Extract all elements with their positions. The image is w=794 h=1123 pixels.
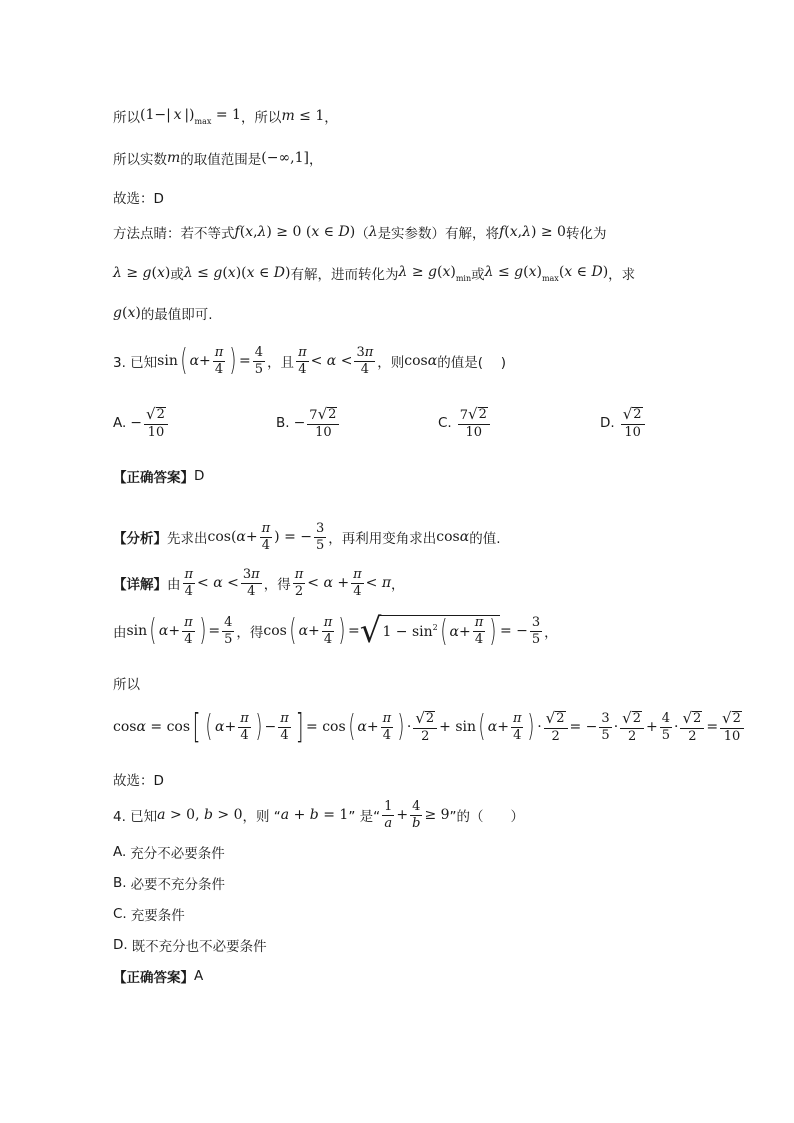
text: 所以 [113,677,140,693]
text: ，再利用变角求出 [328,531,437,548]
q4-option-b[interactable]: B. 必要不充分条件 [113,875,226,893]
formula: f(x,λ) ≥ 0 (x ∈ D) [234,224,356,240]
line-5 [113,263,635,283]
line-2 [113,148,322,168]
q3-answer [113,466,204,486]
text: ，得 [263,577,291,594]
line-4 [113,222,606,242]
text: 的值. [469,531,501,548]
text: 是实参数）有解，将 [377,226,500,242]
q3-detail-1: 【详解】 由 $\frac{\pi}{4}$ < α < $\frac{3\pi}{4}$ ，得 $\frac{\pi}{2}$ < α + $\frac{\pi}{4}$ < π ， [113,567,405,599]
question-3: 3. 已知 sin ( α + $\frac{\pi}{4}$ ) = $\frac{4}{5}$ ，且 $\frac{\pi}{4}$ < α < $\frac{3\pi}{4}$ ，则 cosα 的值是( ) [113,343,507,379]
formula: $\lambda \ge g(x)_{min}$ [398,263,472,283]
text: （ [355,226,369,242]
fraction: 7 √ 2 10 [458,407,490,439]
formula-max: (1−| x $|)_{max} = 1$ [140,106,241,126]
formula: g(x) [113,305,141,321]
text: 方法点睛：若不等式 [113,226,235,242]
q3-so [113,673,140,693]
q3-choose [113,769,164,789]
question-4: 4. 已知 a > 0, b > 0 ，则 “ a + b = 1 ” 是“ $\frac{1}{a}$ + $\frac{4}{b}$ ≥ 9 ”的（ ） [113,799,525,831]
text: ”的（ ） [449,809,525,826]
text: 的最值即可. [140,307,213,323]
formula: $\lambda \le g(x)_{max}(x$ ∈ D) [484,263,609,283]
formula: f(x,λ) ≥ 0 [499,224,566,240]
var-lambda: λ [368,224,378,240]
q4-option-a[interactable]: A. 充分不必要条件 [113,844,225,862]
answer-label: 【正确答案】 [113,970,194,986]
sqrt: √ $1 - \sin^2$ ( α + $\frac{\pi}{4}$ ) [360,614,500,648]
formula: λ ≥ g(x) [113,265,171,281]
answer-value: A [194,968,204,984]
q3-equation: cosα = cos [ ( α + $\frac{\pi}{4}$ ) − $\frac{\pi}{4}$ ] = cos ( α + $\frac{\pi}{4}$ ) · √ 2 2 + sin ( α + $\frac{\pi}{4}$ ) · √ 2 2 = − $\frac{3}{5}$ · √ 2 2 + $\frac{4}{5}$ · √ 2 2 = √ 2 10 [113,710,746,744]
fraction: $\frac{\pi}{4}$ [214,345,224,377]
text: ， [308,152,323,168]
text: 转化为 [565,226,607,242]
text: 或 [170,267,184,283]
option-c[interactable]: C. 7 √ 2 10 [438,407,492,439]
text: ，所以 [240,110,282,126]
text: 由 [167,577,181,594]
option-a[interactable]: A. − √ 2 10 [113,407,170,439]
q3-analysis: 【分析】 先求出 cos(α+ $\frac{\pi}{4}$ ) = − $\frac{3}{5}$ ，再利用变角求出 cosα 的值. [113,521,501,553]
text: 的值是( ) [437,355,507,372]
text: 故选：D [113,191,164,207]
text: 或 [471,267,485,283]
detail-label: 【详解】 [113,577,167,594]
q4-option-c[interactable]: C. 充要条件 [113,906,185,924]
line-3 [113,187,164,207]
option-d[interactable]: D. √ 2 10 [600,407,647,439]
q4-answer [113,966,203,986]
text: ，则 [377,355,405,372]
text: ，得 [236,625,264,641]
text: 3. 已知 [113,355,158,372]
text: ， [391,577,405,594]
text: 的取值范围是 [180,152,262,168]
fraction: 7 √ 2 10 [307,407,339,439]
text: 由 [113,625,127,641]
formula: sin [157,353,178,370]
text: 4. 已知 [113,809,158,826]
formula: cosα [404,353,438,370]
fraction: √ 2 10 [621,407,645,439]
text: 故选：D [113,773,164,789]
fraction: √ 2 10 [144,407,168,439]
text: ， [324,110,338,126]
var-m: m [167,150,181,166]
option-b[interactable]: B. − 7 √ 2 10 [276,407,341,439]
formula-m: m ≤ 1 [281,108,325,124]
text: 先求出 [167,531,208,548]
q4-option-d[interactable]: D. 既不充分也不必要条件 [113,937,267,955]
text: ， [544,625,558,641]
text: 所以实数 [113,152,167,168]
line-1 [113,106,338,126]
line-6 [113,303,213,323]
fraction: $\frac{4}{5}$ [254,345,264,377]
text: ” 是“ [348,809,381,826]
formula: λ ≤ g(x)(x ∈ D) [183,265,291,281]
answer-label: 【正确答案】 [113,470,194,486]
q3-detail-2: 由 sin ( α + $\frac{\pi}{4}$ ) = $\frac{4}{5}$ ，得 cos ( α + $\frac{\pi}{4}$ ) = √ $1 - \sin^2$ ( α + $\frac{\pi}{4}$ ) = − $\frac{3}{5}$ ， [113,611,558,651]
analysis-label: 【分析】 [113,531,167,548]
text: ，则 “ [242,809,281,826]
text: 所以 [113,110,140,126]
text: ，且 [267,355,295,372]
text: ，求 [608,267,636,283]
text: 有解，进而转化为 [290,267,399,283]
answer-value: D [194,468,205,484]
interval: (−∞,1] [261,150,309,166]
